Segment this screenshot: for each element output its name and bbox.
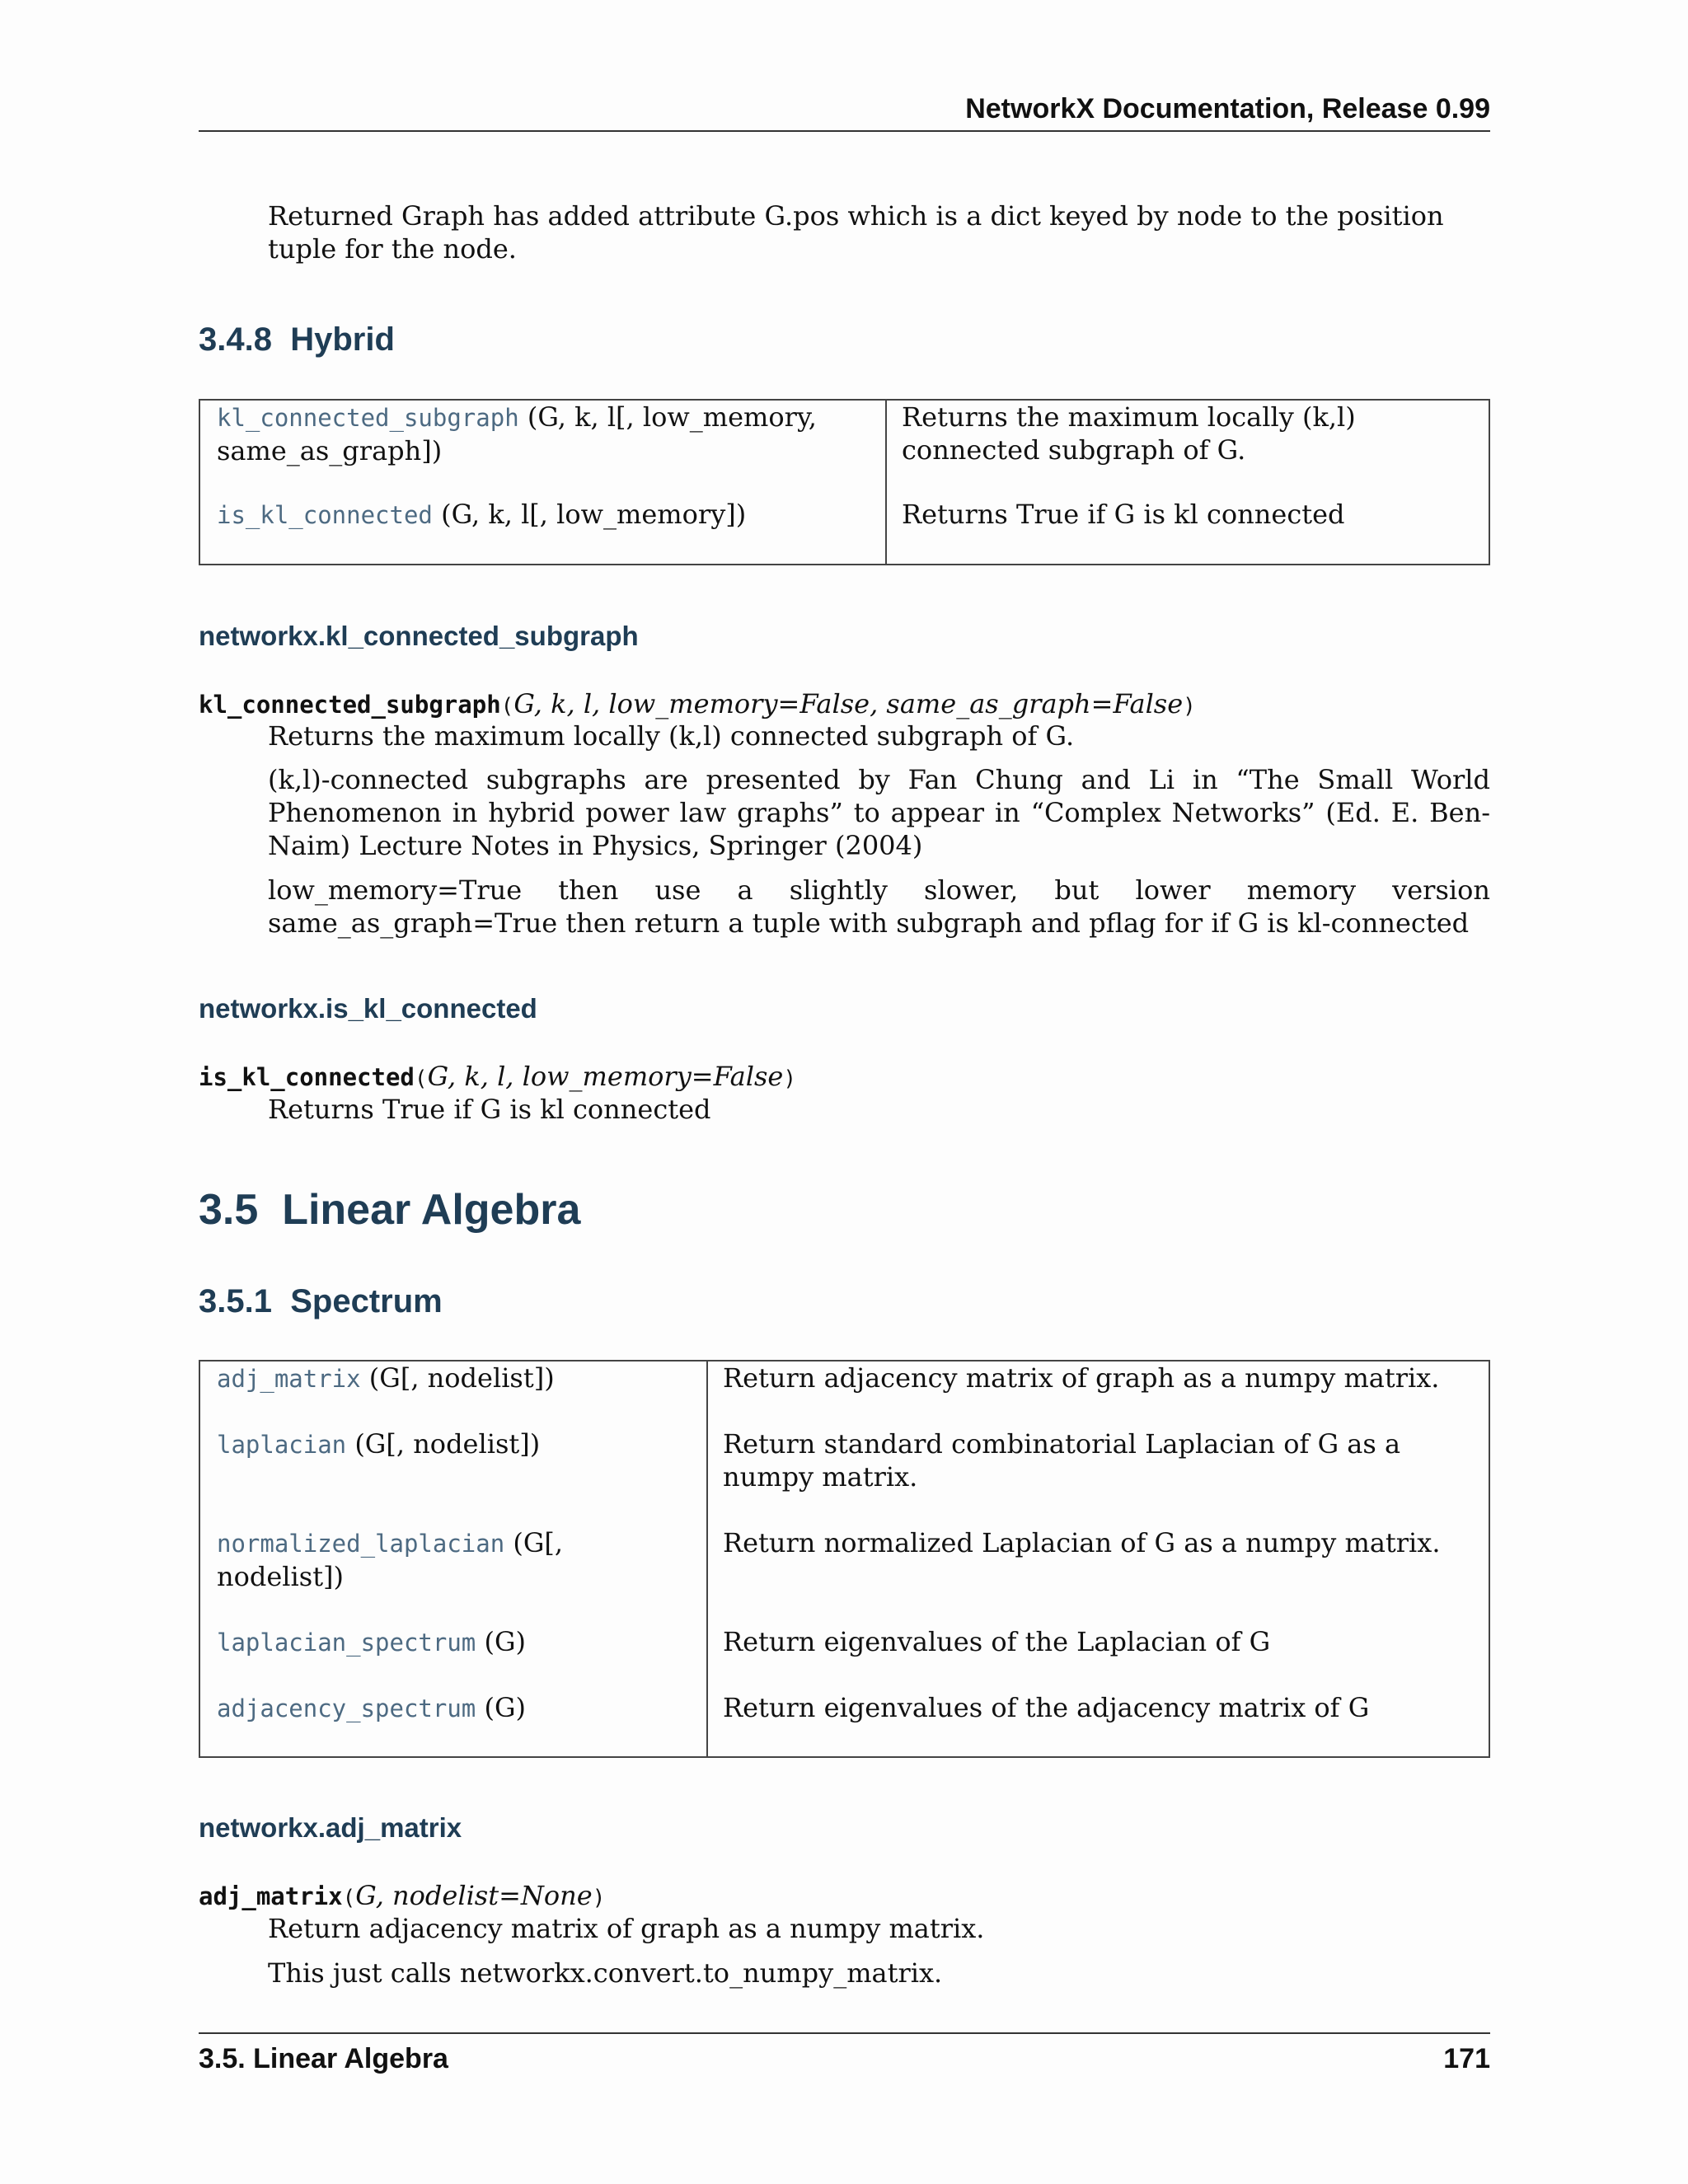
function-summary: Returns the maximum locally (k,l) connected subgraph of G. — [268, 720, 1075, 752]
api-title-adj-matrix: networkx.adj_matrix — [199, 1812, 462, 1843]
table-row-fn — [217, 1691, 687, 1725]
table-row-desc: Return standard combinatorial Laplacian of G as a numpy matrix. — [723, 1428, 1401, 1493]
section-heading-linear-algebra — [199, 1185, 580, 1235]
function-link[interactable]: laplacian_spectrum — [217, 1629, 476, 1657]
section-number: 3.4.8 — [199, 321, 272, 358]
function-args: (G, k, l[, low_memory]) — [441, 499, 747, 530]
function-description: This just calls networkx.convert.to_numpy_matrix. — [268, 1957, 943, 1989]
function-args: (G[, nodelist]) — [354, 1428, 541, 1460]
function-args: (G, k, l[, low_memory, same_as_graph]) — [217, 401, 817, 466]
function-link[interactable]: kl_connected_subgraph — [217, 404, 519, 432]
function-link[interactable]: is_kl_connected — [217, 501, 433, 529]
footer-rule — [199, 2032, 1490, 2034]
table-row-desc: Returns the maximum locally (k,l) connected subgraph of G. — [902, 401, 1356, 466]
function-name: is_kl_connected — [199, 1063, 415, 1091]
table-row-fn — [217, 498, 868, 532]
function-args: (G) — [484, 1626, 526, 1657]
function-args: (G[, nodelist]) — [217, 1527, 564, 1592]
table-row-desc: Return eigenvalues of the Laplacian of G — [723, 1626, 1271, 1657]
table-row-desc: Return eigenvalues of the adjacency matrix of G — [723, 1692, 1370, 1723]
function-link[interactable]: adjacency_spectrum — [217, 1694, 476, 1722]
section-title: Hybrid — [290, 321, 395, 358]
function-signature: is_kl_connected(G, k, l, low_memory=False) — [199, 1061, 796, 1092]
table-row-fn — [217, 1427, 687, 1461]
table-row-fn — [217, 1361, 687, 1395]
table-row-desc: Return normalized Laplacian of G as a numpy matrix. — [723, 1527, 1441, 1558]
function-summary: Returns True if G is kl connected — [268, 1094, 711, 1125]
function-link[interactable]: normalized_laplacian — [217, 1530, 505, 1558]
document-page — [199, 0, 1490, 2184]
function-name: adj_matrix — [199, 1882, 343, 1910]
column-divider — [885, 401, 887, 564]
function-summary: Return adjacency matrix of graph as a numpy matrix. — [268, 1913, 985, 1944]
api-title-kl-connected-subgraph: networkx.kl_connected_subgraph — [199, 621, 639, 651]
footer-section: 3.5. Linear Algebra — [199, 2043, 448, 2074]
section-number: 3.5 — [199, 1186, 259, 1234]
section-heading-spectrum — [199, 1282, 443, 1321]
intro-paragraph: Returned Graph has added attribute G.pos which is a dict keyed by node to the position tuple for the node. — [268, 200, 1444, 265]
function-link[interactable]: adj_matrix — [217, 1365, 361, 1393]
function-description: (k,l)-connected subgraphs are presented by Fan Chung and Li in “The Small World Phenomenon in hybrid power law graphs” to appear in “Complex Networks” (Ed. E. Ben-Naim) Lecture Notes in Physics, Springer (2004) — [268, 764, 1490, 861]
api-title-is-kl-connected: networkx.is_kl_connected — [199, 993, 537, 1024]
section-title: Spectrum — [290, 1283, 443, 1319]
function-args: (G) — [484, 1692, 526, 1723]
running-header: NetworkX Documentation, Release 0.99 — [199, 92, 1490, 132]
table-row-fn — [217, 1625, 687, 1659]
table-row-fn — [217, 401, 868, 467]
function-link[interactable]: laplacian — [217, 1431, 347, 1459]
hybrid-summary-table — [199, 399, 1490, 565]
section-title: Linear Algebra — [282, 1186, 581, 1234]
function-params: G, k, l, low_memory=False — [427, 1061, 784, 1092]
function-signature: adj_matrix(G, nodelist=None) — [199, 1880, 606, 1911]
section-heading-hybrid — [199, 320, 395, 359]
column-divider — [706, 1361, 708, 1756]
function-args: (G[, nodelist]) — [368, 1362, 555, 1394]
function-description: low_memory=True then use a slightly slower, but lower memory version same_as_graph=True then return a tuple with subgraph and pflag for if G is kl-connected — [268, 874, 1490, 939]
section-number: 3.5.1 — [199, 1283, 272, 1319]
table-row-desc: Returns True if G is kl connected — [902, 499, 1345, 530]
function-signature: kl_connected_subgraph(G, k, l, low_memory=False, same_as_graph=False) — [199, 688, 1196, 719]
running-footer — [199, 2042, 1490, 2075]
page-number: 171 — [1443, 2043, 1490, 2074]
function-params: G, nodelist=None — [355, 1880, 593, 1911]
spectrum-summary-table — [199, 1360, 1490, 1758]
function-name: kl_connected_subgraph — [199, 691, 501, 719]
function-params: G, k, l, low_memory=False, same_as_graph=False — [513, 688, 1184, 719]
table-row-fn — [217, 1526, 621, 1593]
table-row-desc: Return adjacency matrix of graph as a numpy matrix. — [723, 1362, 1440, 1394]
